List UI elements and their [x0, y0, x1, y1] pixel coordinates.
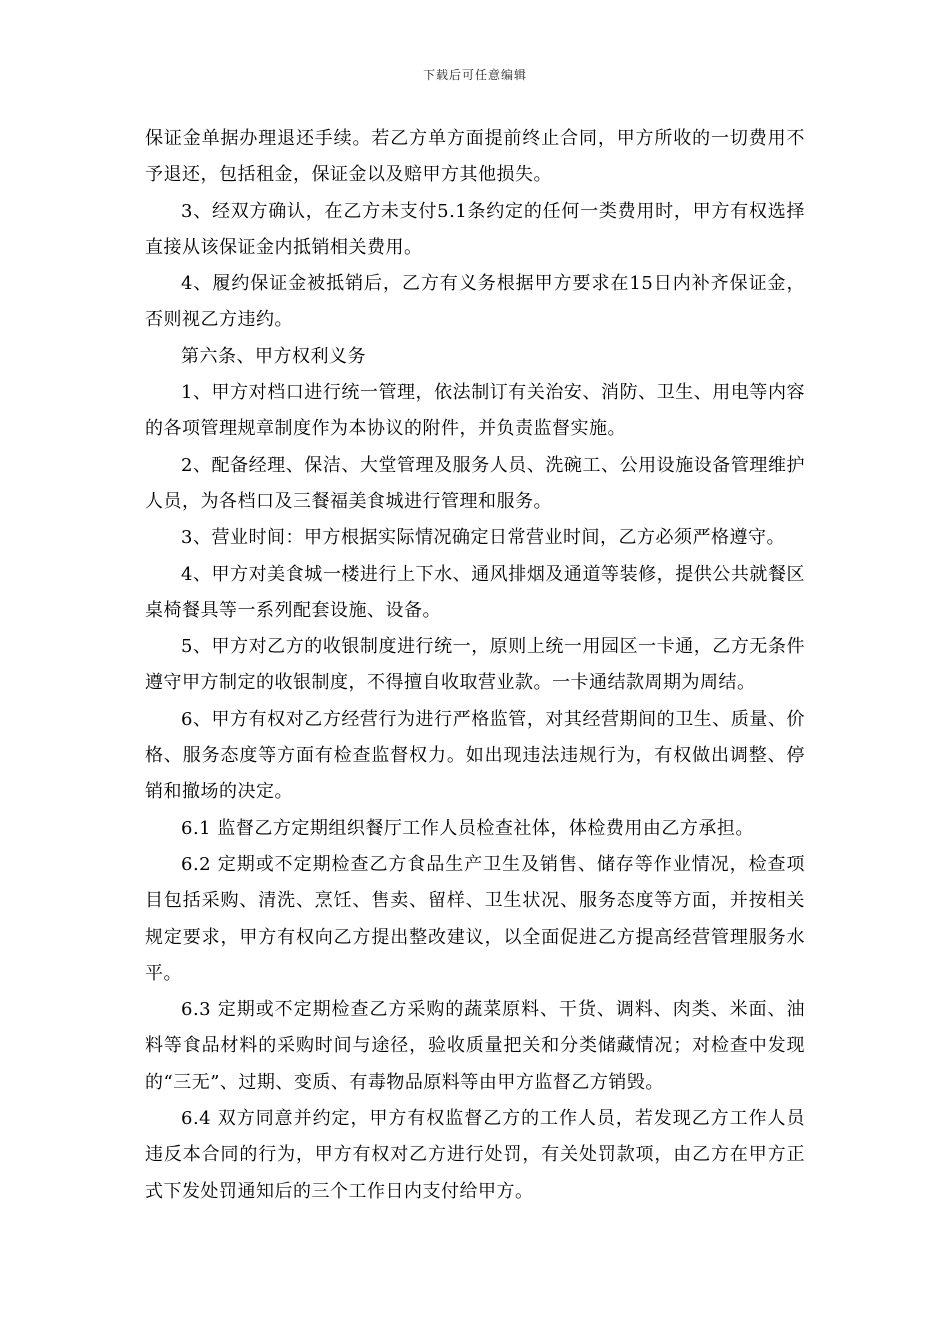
section-heading: 第六条、甲方权利义务 — [181, 345, 366, 367]
paragraph: 1、甲方对档口进行统一管理，依法制订有关治安、消防、卫生、用电等内容的各项管理规章制度作为本协议的附件，并负责监督实施。 — [145, 382, 805, 440]
paragraph: 4、甲方对美食城一楼进行上下水、通风排烟及通道等装修，提供公共就餐区桌椅餐具等一系列配套设施、设备。 — [145, 563, 805, 621]
paragraph: 4、履约保证金被抵销后，乙方有义务根据甲方要求在15日内补齐保证金，否则视乙方违约。 — [145, 273, 805, 331]
paragraph: 保证金单据办理退还手续。若乙方单方面提前终止合同，甲方所收的一切费用不予退还，包括租金，保证金以及赔甲方其他损失。 — [145, 128, 805, 186]
paragraph: 6.3 定期或不定期检查乙方采购的蔬菜原料、干货、调料、肉类、米面、油料等食品材料的采购时间与途径，验收质量把关和分类储藏情况；对检查中发现的“三无”、过期、变质、有毒物品原料等由甲方监督乙方销毁。 — [145, 999, 805, 1093]
paragraph: 6.4 双方同意并约定，甲方有权监督乙方的工作人员，若发现乙方工作人员违反本合同的行为，甲方有权对乙方进行处罚，有关处罚款项，由乙方在甲方正式下发处罚通知后的三个工作日内支付给甲方。 — [145, 1108, 805, 1202]
paragraph: 2、配备经理、保洁、大堂管理及服务人员、洗碗工、公用设施设备管理维护人员，为各档口及三餐福美食城进行管理和服务。 — [145, 454, 805, 512]
paragraph: 3、经双方确认，在乙方未支付5.1条约定的任何一类费用时，甲方有权选择直接从该保证金内抵销相关费用。 — [145, 200, 805, 258]
header-note: 下载后可任意编辑 — [422, 68, 527, 82]
paragraph: 6.1 监督乙方定期组织餐厅工作人员检查社体，体检费用由乙方承担。 — [181, 817, 754, 839]
paragraph: 5、甲方对乙方的收银制度进行统一，原则上统一用园区一卡通，乙方无条件遵守甲方制定的收银制度，不得擅自收取营业款。一卡通结款周期为周结。 — [145, 636, 805, 694]
paragraph: 3、营业时间：甲方根据实际情况确定日常营业时间，乙方必须严格遵守。 — [181, 527, 785, 549]
paragraph: 6、甲方有权对乙方经营行为进行严格监管，对其经营期间的卫生、质量、价格、服务态度等方面有检查监督权力。如出现违法违规行为，有权做出调整、停销和撤场的决定。 — [145, 708, 805, 803]
paragraph: 6.2 定期或不定期检查乙方食品生产卫生及销售、储存等作业情况，检查项目包括采购、清洗、烹饪、售卖、留样、卫生状况、服务态度等方面，并按相关规定要求，甲方有权向乙方提出整改建议，以全面促进乙方提高经营管理服务水平。 — [145, 853, 805, 984]
document-body — [145, 121, 805, 1210]
